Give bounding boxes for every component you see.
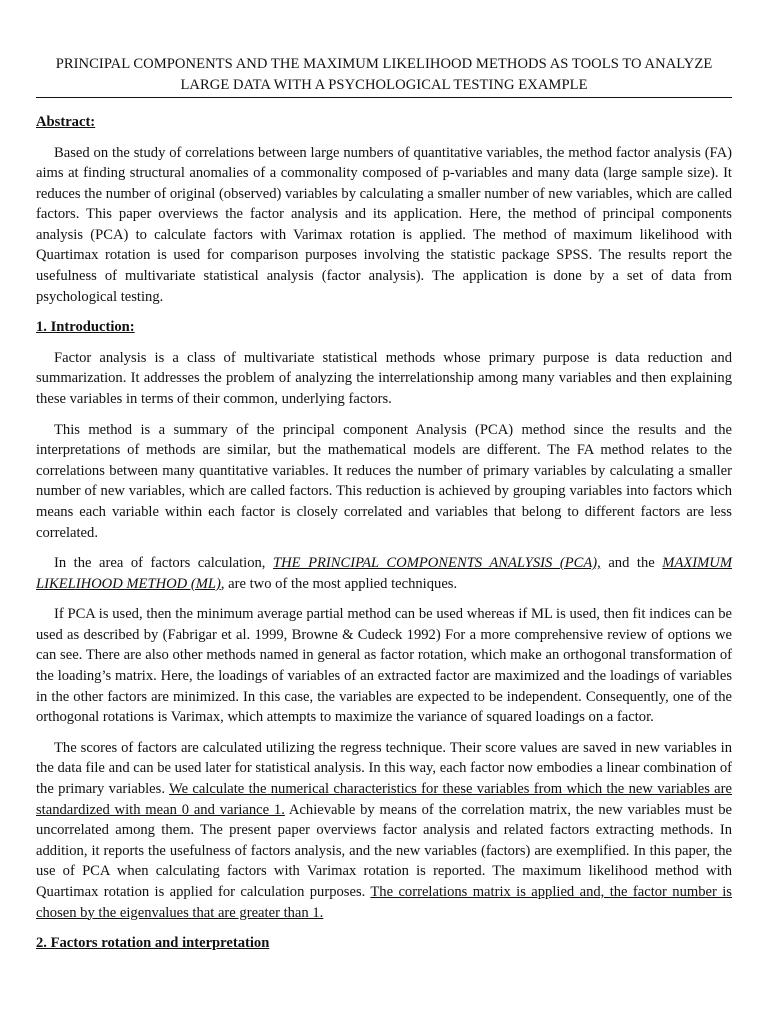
intro-paragraph-2: This method is a summary of the principal component Analysis (PCA) method since the results and the interpretations of methods are similar, but the mathematical models are different. The FA method relates to the correlations between many quantitative variables. It reduces the number of primary variables by calculating a smaller number of new variables, which are called factors. This reduction is achieved by grouping variables into factors which means each variable within each factor is closely correlated and variables that belong to different factors are less correlated. — [36, 421, 732, 541]
paper-title: PRINCIPAL COMPONENTS AND THE MAXIMUM LIKELIHOOD METHODS AS TOOLS TO ANALYZE LARGE DATA WITH A PSYCHOLOGICAL TESTING EXAMPLE — [36, 54, 732, 98]
intro-p3-text-2: and the — [600, 555, 663, 572]
intro-paragraph-5 — [36, 738, 732, 923]
abstract-heading: Abstract: — [36, 114, 96, 130]
ml-method-link[interactable]: MAXIMUM LIKELIHOOD METHOD (ML) — [36, 555, 732, 592]
intro-p5-text-2: Achievable by means of the correlation matrix, the new variables must be uncorrelated among them. The present paper overviews factor analysis and related factors extracting methods. In addition, it reports the usefulness of factors analysis, and the new variables (factors) are exemplified. In this paper, the use of PCA when calculating factors with Varimax rotation is reported. The maximum likelihood method with Quartimax rotation is applied for calculation purposes. — [36, 801, 732, 900]
intro-paragraph-1: Factor analysis is a class of multivariate statistical methods whose primary purpose is data reduction and summarization. It addresses the problem of analyzing the interrelationship among many variables and then explaining these variables in terms of their common, underlying factors. — [36, 349, 732, 407]
intro-paragraph-3 — [36, 553, 732, 594]
intro-p5-text-1: The scores of factors are calculated utilizing the regress technique. Their score values are saved in new variables in the data file and can be used later for statistical analysis. In this way, each factor now embodies a linear combination of the primary variables. — [36, 739, 732, 798]
underlined-statement-2: The correlations matrix is applied and, the factor number is chosen by the eigenvalues that are greater than 1. — [36, 884, 732, 921]
underlined-statement-1: We calculate the numerical characteristics for these variables from which the new variables are standardized with mean 0 and variance 1. — [36, 781, 732, 818]
intro-p3-text-1: In the area of factors calculation, — [54, 555, 273, 572]
intro-paragraph-4: If PCA is used, then the minimum average partial method can be used whereas if ML is used, then fit indices can be used as described by (Fabrigar et al. 1999, Browne & Cudeck 1992) For a more comprehensive review of options we can see. There are also other methods named in general as factor rotation, which make an orthogonal transformation of the loading’s matrix. Here, the loadings of variables of an extracted factor are maximized and the loadings of variables in the other factors are minimized. In this case, the variables are expected to be independent. Consequently, one of the orthogonal rotations is Varimax, which attempts to maximize the variance of squared loadings on a factor. — [36, 606, 732, 726]
pca-method-link[interactable]: THE PRINCIPAL COMPONENTS ANALYSIS (PCA), — [272, 555, 601, 572]
section-2-heading: 2. Factors rotation and interpretation — [36, 935, 270, 952]
intro-p3-text-3: , are two of the most applied techniques. — [220, 575, 458, 592]
abstract-paragraph: Based on the study of correlations between large numbers of quantitative variables, the method factor analysis (FA) aims at finding structural anomalies of a commonality composed of p-variables and many data (large sample size). It reduces the number of original (observed) variables by calculating a smaller number of new variables, which are called factors. This paper overviews the factor analysis and its application. Here, the method of principal components analysis (PCA) to calculate factors with Varimax rotation is applied. The method of maximum likelihood with Quartimax rotation is used for comparison purposes involving the statistic package SPSS. The results report the usefulness of multivariate statistical analysis (factor analysis). The application is done by a set of data from psychological testing. — [36, 144, 732, 305]
introduction-heading: 1. Introduction: — [36, 319, 135, 336]
